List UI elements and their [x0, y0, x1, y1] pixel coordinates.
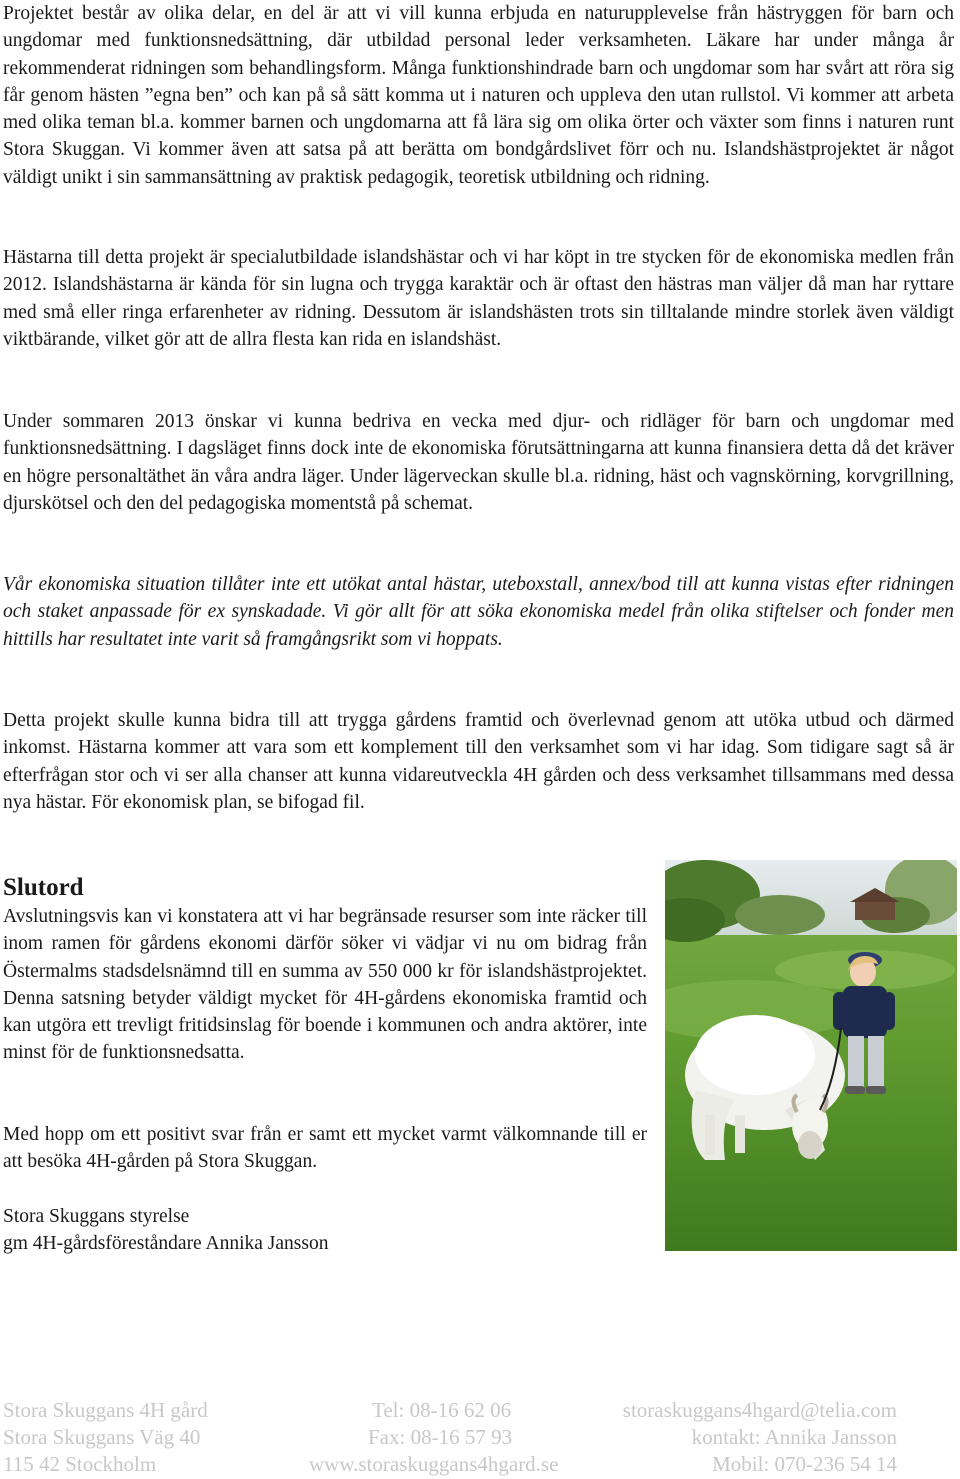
footer-email-link[interactable]: storaskuggans4hgard@telia.com	[622, 1398, 897, 1422]
footer-fax: Fax: 08-16 57 93	[368, 1425, 513, 1449]
body-paragraph-2: Hästarna till detta projekt är specialutbildade islandshästar och vi har köpt in tre stycken för de ekonomiska medlen från 2012. Islandshästarna är kända för sin lugna och trygga karaktär och är oftast den hästras man väljer då man har ryttare med små eller ringa erfarenheter av ridning. Dessutom är islandshästen trots sin tilltalande mindre storlek även väldigt viktbärande, vilket gör att de allra flesta kan rida en islandshäst.	[3, 247, 954, 350]
footer-org-name: Stora Skuggans 4H gård	[3, 1398, 208, 1422]
footer-street: Stora Skuggans Väg 40	[3, 1425, 201, 1449]
section-heading-slutord: Slutord	[3, 874, 84, 901]
photo-illustration	[665, 860, 957, 1251]
body-paragraph-1: Projektet består av olika delar, en del är att vi vill kunna erbjuda en naturupplevelse från hästryggen för barn och ungdomar med funktionsnedsättning, där utbildad personal leder verksamheten. Läkare har under många år rekommenderat ridningen som behandlingsform. Många funktionshindrade barn och ungdomar som har svårt att röra sig får genom hästen ”egna ben” och kan på så sätt komma ut i naturen och uppleva den utan rullstol. Vi kommer att arbeta med olika teman bl.a. kommer barnen och ungdomarna att få lära sig om olika örter och växter som finns i naturen runt Stora Skuggan. Vi kommer även att satsa på att berätta om bondgårdslivet förr och nu. Islandshästprojektet är något väldigt unikt i sin sammansättning av praktisk pedagogik, teoretisk utbildning och ridning.	[3, 3, 954, 188]
footer-contact	[0, 1397, 960, 1479]
conclusion-paragraph-1: Avslutningsvis kan vi konstatera att vi har begränsade resurser som inte räcker till inom ramen för gårdens ekonomi därför söker vi vädjar vi nu om bidrag från Östermalms stadsdelsnämnd till en summa av 550 000 kr för islandshästprojektet. Denna satsning betyder väldigt mycket för 4H-gårdens ekonomiska framtid och kan utgöra ett trevligt fritidsinslag för boende i kommunen och andra aktörer, inte minst för de funktionsnedsatta.	[3, 906, 647, 1064]
conclusion-paragraph-2: Med hopp om ett positivt svar från er samt ett mycket varmt välkomnande till er att besöka 4H-gården på Stora Skuggan.	[3, 1124, 647, 1173]
signature-line-2: gm 4H-gårdsföreståndare Annika Jansson	[3, 1233, 329, 1255]
footer-contact-person: kontakt: Annika Jansson	[691, 1425, 897, 1449]
body-paragraph-5: Detta projekt skulle kunna bidra till att trygga gårdens framtid och överlevnad genom att utöka utbud och därmed inkomst. Hästarna kommer att vara som ett komplement till den verksamhet som vi har idag. Som tidigare sagt så är efterfrågan stor och vi ser alla chanser att kunna vidareutveckla 4H gården och dess verksamhet tillsammans med dessa nya hästar. För ekonomisk plan, se bifogad fil.	[3, 710, 954, 813]
footer-postal: 115 42 Stockholm	[3, 1452, 157, 1476]
signature-block	[3, 1203, 647, 1258]
signature-line-1: Stora Skuggans styrelse	[3, 1206, 190, 1227]
body-paragraph-3: Under sommaren 2013 önskar vi kunna bedriva en vecka med djur- och ridläger för barn och ungdomar med funktionsnedsättning. I dagsläget finns dock inte de ekonomiska förutsättningarna att kunna finansiera detta då det kräver en högre personaltäthet än våra andra läger. Under lägerveckan skulle bl.a. ridning, häst och vagnskörning, korvgrillning, djurskötsel och den del pedagogiska momentstå på schemat.	[3, 411, 954, 514]
footer-website-link[interactable]: www.storaskuggans4hgard.se	[309, 1452, 559, 1476]
footer-mobile: Mobil: 070-236 54 14	[712, 1452, 897, 1476]
footer-phone: Tel: 08-16 62 06	[372, 1398, 512, 1422]
photo-child-with-goat	[665, 860, 957, 1251]
body-paragraph-4-italic: Vår ekonomiska situation tillåter inte ett utökat antal hästar, uteboxstall, annex/bod till att kunna vistas efter ridningen och staket anpassade för ex synskadade. Vi gör allt för att söka ekonomiska medel från olika stiftelser och fonder men hittills har resultatet inte varit så framgångsrikt som vi hoppats.	[3, 574, 954, 650]
